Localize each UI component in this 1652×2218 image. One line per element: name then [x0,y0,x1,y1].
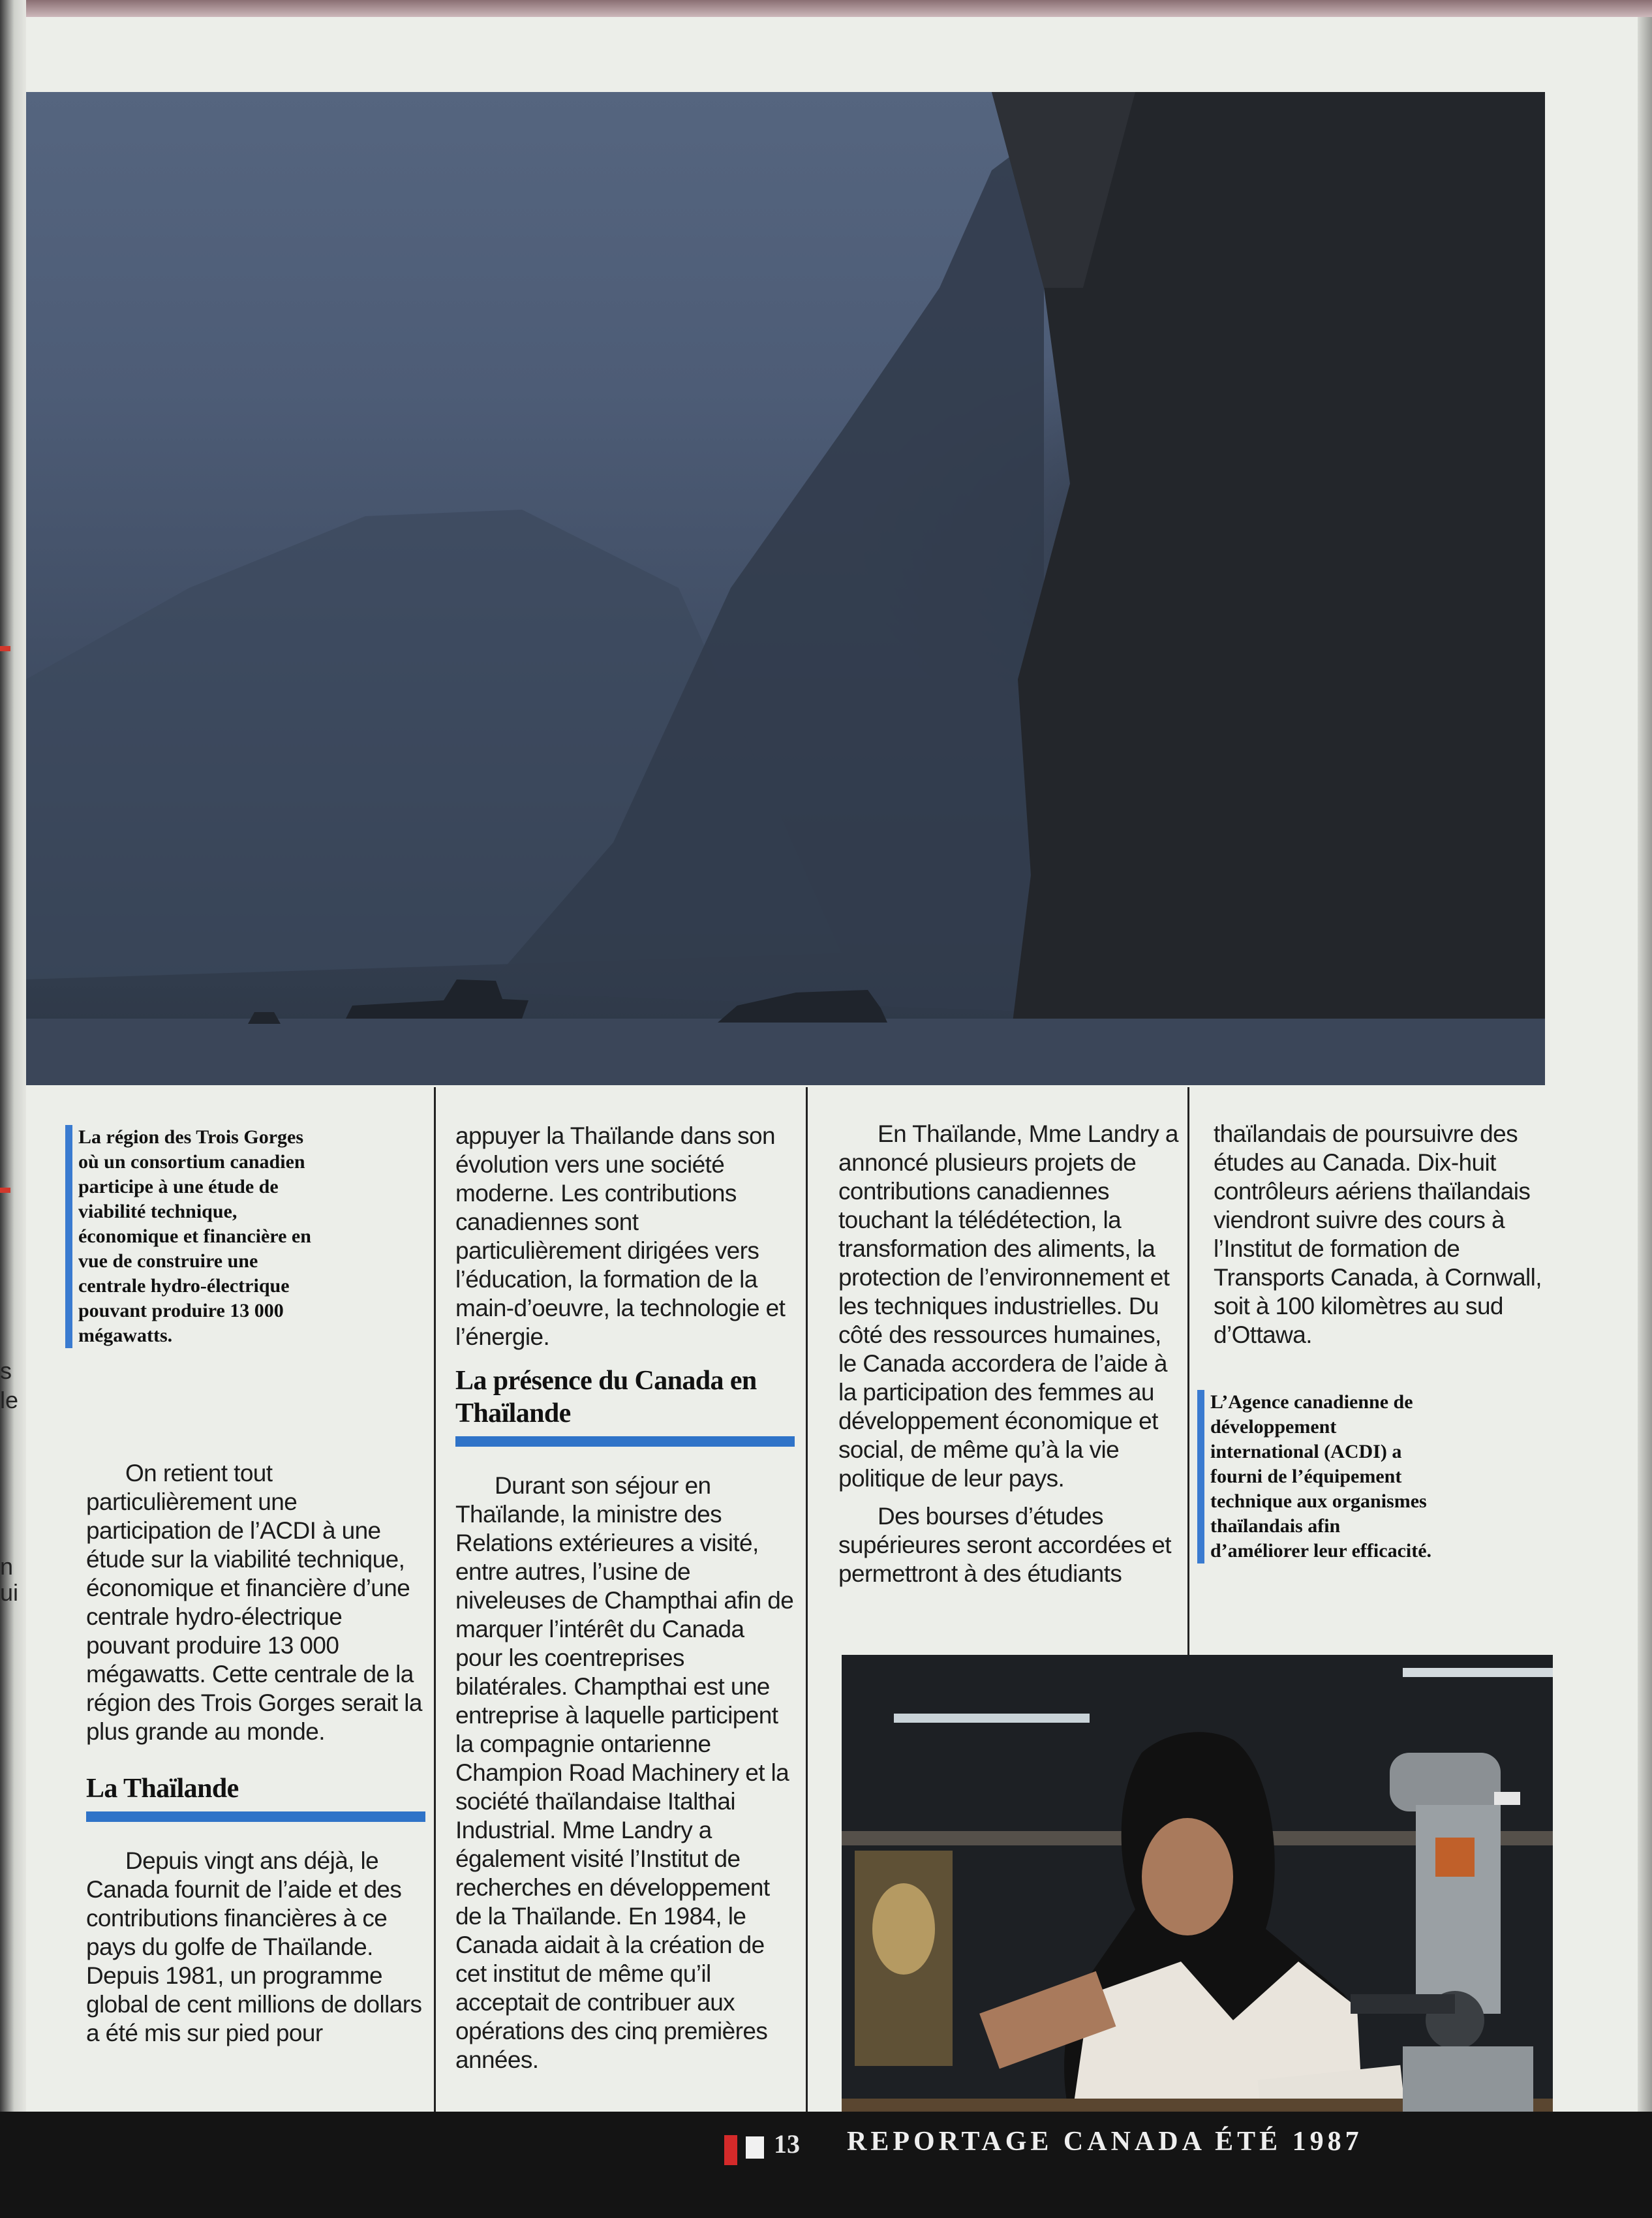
footer-white-square [746,2136,764,2159]
column-3 [838,1120,1181,1597]
page-number: 13 [774,2129,800,2159]
paragraph: En Thaïlande, Mme Landry a annoncé plusieurs projets de contributions canadiennes touchant la télédétection, la transformation des aliments, la protection de l’environnement et les techniques industrielles. Du côté des ressources humaines, le Canada accordera de l’aide à la participation des femmes au développement économique et social, de même qu’à la vie politique de leur pays. [838,1120,1178,1492]
publication-title: REPORTAGE CANADA ÉTÉ 1987 [847,2127,1363,2157]
edge-red-mark [0,1188,10,1193]
edge-text-fragment: s [0,1357,12,1384]
gorge-scene [26,92,1545,1085]
laboratory-photo [842,1655,1553,2112]
section-heading-thailande: La Thaïlande [86,1774,239,1804]
heading-underline [86,1811,425,1822]
column-1 [86,1459,425,2057]
section-heading-presence-canada: La présence du Canada en Thaïlande [455,1366,757,1428]
column-rule [434,1087,436,2112]
edge-text-fragment: ui [0,1579,19,1606]
column-2 [455,1122,795,2084]
facing-page-edge [0,0,26,2218]
three-gorges-photo [26,92,1545,1085]
caption-accent-bar [65,1125,72,1348]
page-right-edge [1638,17,1652,2125]
edge-text-fragment: n [0,1553,14,1580]
paragraph: Depuis vingt ans déjà, le Canada fournit de l’aide et des contributions financières à ce pays du golfe de Thaïlande. Depuis 1981, un programme global de cent millions de dollars a été mis sur pied pour [86,1847,422,2046]
gorges-photo-caption [65,1125,326,1348]
heading-underline [455,1436,795,1447]
paragraph: On retient tout particulièrement une participation de l’ACDI à une étude sur la viabilité technique, économique et financière d’une centrale hydro-électrique pouvant produire 13 000 mégawatts. Cette centrale de la région des Trois Gorges serait la plus grande au monde. [86,1460,422,1745]
caption-accent-bar [1197,1390,1204,1563]
page-top-edge [26,0,1652,17]
gorges-caption-text: La région des Trois Gorges où un consortium canadien participe à une étude de viabilité technique, économique et financière en vue de construire une centrale hydro-électrique pouvant produire 13 000 mégawatts. [78,1126,311,1346]
magazine-page [26,17,1638,2112]
lab-scene [842,1655,1553,2112]
column-rule [806,1087,808,2112]
edge-text-fragment: le [0,1387,19,1413]
acdi-caption-text: L’Agence canadienne de développement international (ACDI) a fourni de l’équipement technique aux organismes thaïlandais afin d’améliorer leur efficacité. [1210,1391,1432,1562]
footer-red-mark [724,2135,737,2165]
paragraph: Durant son séjour en Thaïlande, la ministre des Relations extérieures a visité, entre autres, l’usine de niveleuses de Champthai afin de marquer l’intérêt du Canada pour les coentreprises bilatérales. Champthai est une entreprise à laquelle participent la compagnie ontarienne Champion Road Machinery et la société thaïlandaise Italthai Industrial. Mme Landry a également visité l’Institut de recherches en développement de la Thaïlande. En 1984, le Canada aidait à la création de cet institut de même qu’il acceptait de contribuer aux opérations des cinq premières années. [455,1472,794,2073]
page-footer [0,2112,1652,2218]
edge-red-mark [0,646,10,651]
column-4 [1214,1120,1553,1359]
paragraph: appuyer la Thaïlande dans son évolution vers une société moderne. Les contributions canadiennes sont particulièrement dirigées vers l’éducation, la formation de la main-d’oeuvre, la technologie et l’énergie. [455,1122,786,1350]
paragraph: thaïlandais de poursuivre des études au Canada. Dix-huit contrôleurs aériens thaïlandais viendront suivre des cours à l’Institut de formation de Transports Canada, à Cornwall, soit à 100 kilomètres au sud d’Ottawa. [1214,1120,1542,1348]
paragraph: Des bourses d’études supérieures seront accordées et permettront à des étudiants [838,1503,1171,1587]
acdi-photo-caption [1197,1390,1432,1563]
